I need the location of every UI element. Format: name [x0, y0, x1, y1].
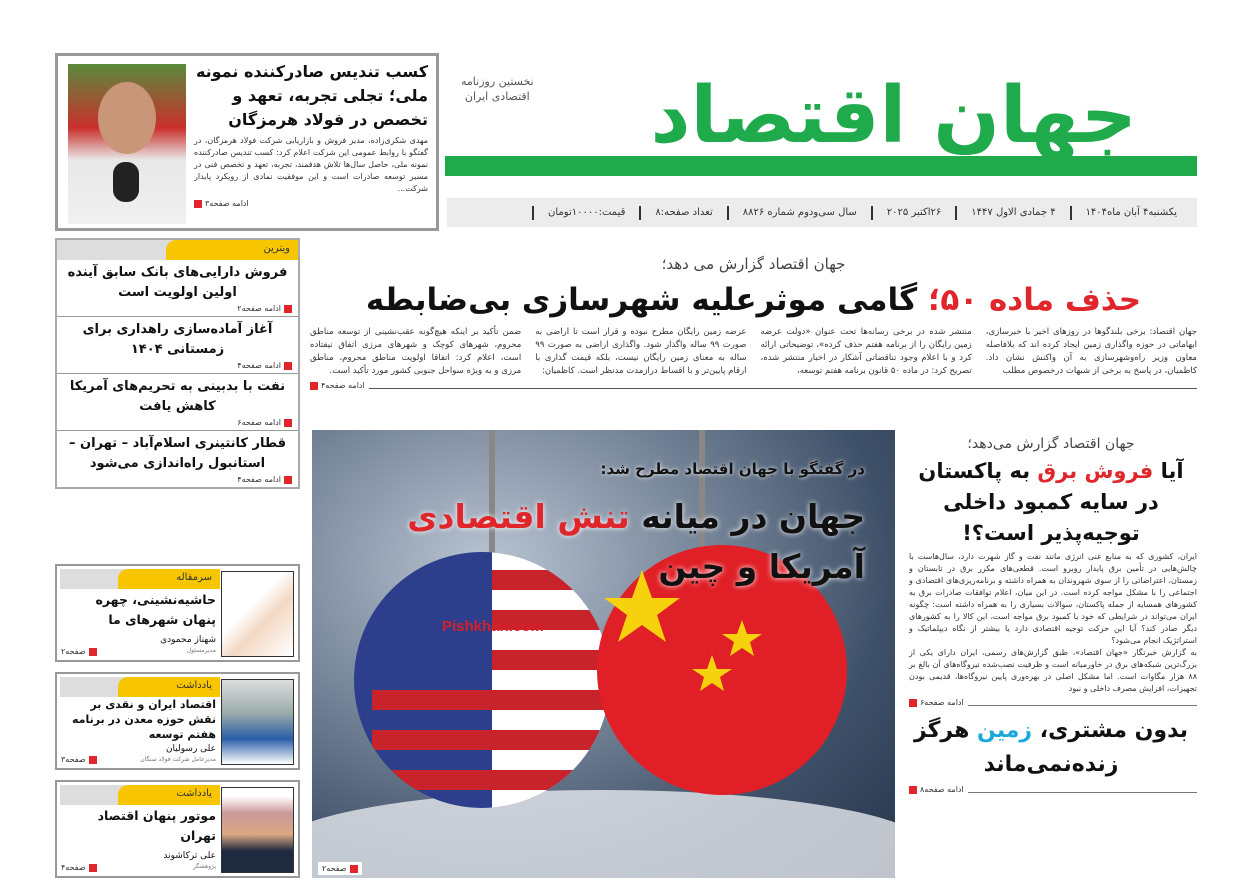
opinion-role: مدیرمسئول: [186, 647, 216, 654]
page-label: صفحه۳: [61, 755, 86, 764]
page-label: صفحه۴: [61, 863, 86, 872]
lead-column: عرضه زمین رایگان مطرح نبوده و قرار است تا اراضی به صورت ۹۹ ساله واگذار شود. واگذاری اراضی به صورت ۹۹ ساله به معنای زمین رایگان نیست، بلکه قیمت گذاری با ارقام پایین‌تر و با اقساط درازمدت مدنظر است. کاظمیان:: [535, 327, 747, 376]
opinion-label: سرمقاله: [150, 569, 220, 589]
divider: [1070, 206, 1072, 220]
continue-label: ادامه صفحه۶: [237, 418, 281, 427]
opinion-author: علی ترکاشوند: [163, 851, 216, 861]
masthead-logo: جهان اقتصاد: [650, 71, 1137, 161]
author-photo: [221, 679, 294, 765]
author-photo: [221, 787, 294, 873]
lead-headline[interactable]: [310, 276, 1197, 324]
masthead: [445, 60, 1197, 180]
date-gregorian: ۲۶اکتبر ۲۰۲۵: [886, 207, 942, 218]
divider: [968, 792, 1197, 793]
lead-column: منتشر شده در برخی رسانه‌ها تحت عنوان «دولت عرضه زمین رایگان را از برنامه هفتم حذف کرده»، توضیحاتی ارائه کرد و با اعلام وجود تناقضاتی آشکار در اخبار منتشر شده، تصریح کرد: در ماده ۵۰ قانون برنامه هفتم توسعه،: [760, 327, 972, 376]
continue-label: ادامه صفحه۴: [237, 361, 281, 370]
page-link[interactable]: [61, 754, 97, 765]
vitrine-headline: قطار کانتینری اسلام‌آباد – تهران – استانبول راه‌اندازی می‌شود: [68, 436, 287, 471]
opinion-tab: [60, 569, 220, 589]
pen-photo: [221, 571, 294, 657]
bottom-story-footer: [905, 784, 1197, 795]
headline-red: فروش برق: [1037, 459, 1154, 483]
vitrine-item[interactable]: [57, 260, 298, 317]
vitrine-item[interactable]: [57, 374, 298, 431]
date-persian: یکشنبه۴ آبان ماه۱۴۰۴: [1085, 207, 1177, 218]
bottom-story-headline[interactable]: [905, 714, 1197, 782]
continue-link[interactable]: [63, 474, 292, 485]
page-count: تعداد صفحه:۸: [655, 207, 713, 218]
right-story-body: [905, 551, 1197, 695]
headline-part: به پاکستان در سایه کمبود داخلی توجیه‌پذیر است؟!: [918, 459, 1159, 545]
divider: [727, 206, 729, 220]
arrow-icon: [284, 476, 292, 484]
tagline-line-1: نخستین روزنامه: [461, 75, 534, 88]
arrow-icon: [89, 864, 97, 872]
headline-part: هرگز زنده‌نمی‌ماند: [913, 718, 1119, 777]
divider: [369, 388, 1197, 389]
opinion-label: یادداشت: [150, 677, 220, 697]
page-link[interactable]: [61, 646, 97, 657]
page-link[interactable]: [318, 862, 362, 875]
feature-headline-2: آمریکا و چین: [658, 547, 865, 586]
issue-number: سال سی‌ودوم شماره ۸۸۲۶: [742, 207, 857, 218]
continue-link[interactable]: [63, 360, 292, 371]
arrow-icon: [194, 200, 202, 208]
continue-label: ادامه صفحه۲: [237, 304, 281, 313]
continue-label: ادامه صفحه۳: [205, 199, 249, 208]
divider: [968, 705, 1197, 706]
continue-label: ادامه صفحه۶: [920, 698, 964, 707]
vitrine-box: [55, 238, 300, 489]
opinion-author: شهناز محمودی: [160, 635, 216, 645]
top-feature-photo: [68, 64, 186, 224]
page-label: صفحه۲: [61, 647, 86, 656]
vitrine-headline: فروش دارایی‌های بانک سابق آینده اولین اولویت است: [67, 265, 288, 300]
page-label: صفحه۲: [322, 864, 347, 873]
continue-label: ادامه صفحه۴: [237, 475, 281, 484]
top-feature-text: [194, 60, 428, 209]
vitrine-tab: [57, 240, 298, 260]
lead-kicker: جهان اقتصاد گزارش می دهد؛: [661, 255, 846, 273]
arrow-icon: [284, 305, 292, 313]
divider: [871, 206, 873, 220]
opinion-author: علی رسولیان: [165, 744, 216, 754]
opinion-headline: حاشیه‌نشینی، چهره پنهان شهرهای ما: [95, 592, 216, 627]
date-hijri: ۴ جمادی الاول ۱۴۴۷: [971, 207, 1056, 218]
opinion-label: یادداشت: [150, 785, 220, 805]
divider: [639, 206, 641, 220]
date-bar: [447, 198, 1197, 227]
continue-link[interactable]: [194, 198, 428, 209]
headline-part: بدون مشتری،: [1039, 718, 1189, 743]
headline-blue: زمین: [977, 718, 1033, 743]
tagline-line-2: اقتصادی ایران: [464, 90, 530, 103]
continue-link[interactable]: [310, 380, 365, 391]
opinion-box[interactable]: [55, 780, 300, 878]
arrow-icon: [89, 756, 97, 764]
opinion-headline: اقتصاد ایران و نقدی بر نقش حوزه معدن در برنامه هفتم توسعه: [71, 698, 216, 741]
arrow-icon: [909, 699, 917, 707]
feature-kicker: در گفتگو با جهان اقتصاد مطرح شد:: [600, 460, 865, 478]
lead-story: [310, 254, 1197, 391]
opinion-headline: موتور پنهان اقتصاد تهران: [97, 808, 216, 843]
right-story-footer: [905, 697, 1197, 708]
opinion-role: پژوهشگر: [192, 863, 216, 870]
opinion-tab: [60, 785, 220, 805]
top-feature-box: [55, 53, 439, 231]
vitrine-headline: نفت با بدبینی به تحریم‌های آمریکا کاهش یافت: [69, 379, 286, 414]
lead-column: جهان اقتصاد: برخی بلندگوها در روزهای اخیر با خبرسازی، ابهاماتی در حوزه واگذاری زمین ایجاد کرده اند که بلافاصله معاون وزیر راه‌وشهرسازی به آن واکنش نشان داد. کاظمیان، در پاسخ به برخی از شبهات درخصوص مطلب: [985, 327, 1197, 376]
feature-headline-red: تنش اقتصادی: [407, 497, 630, 536]
divider: [955, 206, 957, 220]
arrow-icon: [909, 786, 917, 794]
right-story-kicker: جهان اقتصاد گزارش می‌دهد؛: [967, 436, 1135, 452]
continue-label: ادامه صفحه۸: [920, 785, 964, 794]
continue-label: ادامه صفحه۴: [321, 381, 365, 390]
opinion-tab: [60, 677, 220, 697]
lead-footer: [310, 380, 1197, 391]
arrow-icon: [284, 419, 292, 427]
right-story-headline[interactable]: [905, 456, 1197, 549]
vitrine-label: ویترین: [203, 240, 298, 260]
arrow-icon: [89, 648, 97, 656]
continue-link[interactable]: [909, 784, 964, 795]
lead-headline-red: حذف ماده ۵۰؛: [927, 282, 1142, 318]
lead-body: [310, 326, 1197, 378]
top-feature-body: مهدی شکری‌زاده، مدیر فروش و بازاریابی شرکت فولاد هرمزگان، در گفتگو با روابط عمومی این شرکت اعلام کرد: کسب تندیس صادرکننده نمونه ملی، حاصل سال‌ها تلاش هدفمند، تجربه، تعهد و تخصص فنی در مسیر توسعه صادرات است و این موفقیت نمادی از رویکرد پایدار شرکت...: [194, 136, 428, 193]
lead-column: ضمن تأکید بر اینکه هیچ‌گونه عقب‌نشینی از توسعه مناطق محروم، شهرهای کوچک و شهرهای مرزی اتفاق نیفتاده است، اعلام کرد: اتفاقا اولویت مناطق محروم، مناطق مرزی و به ویژه سواحل جنوبی کشور مورد تأکید است.: [310, 327, 522, 376]
masthead-tagline: [461, 74, 534, 104]
lead-headline-black: گامی موثرعلیه شهرسازی بی‌ضابطه: [365, 282, 918, 318]
opinion-box[interactable]: [55, 564, 300, 662]
price: قیمت:۱۰۰۰۰تومان: [548, 207, 626, 218]
arrow-icon: [310, 382, 318, 390]
continue-link[interactable]: [63, 417, 292, 428]
page-link[interactable]: [61, 862, 97, 873]
watermark: Pishkhan.com: [442, 618, 544, 635]
headline-part: آیا: [1160, 459, 1184, 483]
vitrine-item[interactable]: [57, 317, 298, 374]
vitrine-headline: آغاز آماده‌سازی راهداری برای زمستانی ۱۴۰۴: [82, 322, 273, 357]
divider: [532, 206, 534, 220]
feature-image[interactable]: [312, 430, 895, 878]
arrow-icon: [284, 362, 292, 370]
top-feature-headline[interactable]: کسب تندیس صادرکننده نمونه ملی؛ تجلی تجربه، تعهد و تخصص در فولاد هرمزگان: [195, 62, 428, 129]
paragraph: به گزارش خبرنگار «جهان اقتصاد»، طبق گزارش‌های رسمی، ایران دارای یکی از بزرگ‌ترین شبکه‌های برق در خاورمیانه است و ظرفیت نصب‌شده نیروگاه‌های آن بالغ بر ۸۸ هزار مگاوات است. اما مشکل اصلی در بهره‌وری پایین نیروگاه‌ها، قدیمی بودن تجهیزات، افزایش مصرف داخلی و نبود: [909, 648, 1197, 693]
vitrine-item[interactable]: [57, 431, 298, 487]
opinion-role: مدیرعامل شرکت فولاد سنگان: [140, 756, 216, 763]
arrow-icon: [350, 865, 358, 873]
opinion-box[interactable]: [55, 672, 300, 770]
continue-link[interactable]: [63, 303, 292, 314]
right-column: [905, 434, 1197, 880]
feature-headline: [407, 492, 865, 592]
continue-link[interactable]: [909, 697, 964, 708]
feature-headline-1: جهان در میانه: [641, 497, 865, 536]
paragraph: ایران، کشوری که به منابع غنی انرژی مانند نفت و گاز شهرت دارد، سال‌هاست با چالش‌هایی در تأمین برق پایدار روبرو است. قطعی‌های مکرر برق در تابستان و زمستان، اعتراضاتی را از سوی شهروندان به همراه داشته و برنامه‌ریزی‌های اقتصادی و اجتماعی را با مشکل مواجه کرده است. در این میان، اعلام توافقات صادرات برق به کشورهای همسایه از جمله پاکستان، سوالات بسیاری را به همراه داشته است: چگونه ایران می‌تواند در شرایطی که خود با کمبود برق مواجه است، این کالا را به کشورهای دیگر صادر کند؟ آیا این حرکت توجیه اقتصادی دارد یا بیشتر از نگاه دیپلماتیک و استراتژیک انجام می‌شود؟: [909, 552, 1197, 645]
